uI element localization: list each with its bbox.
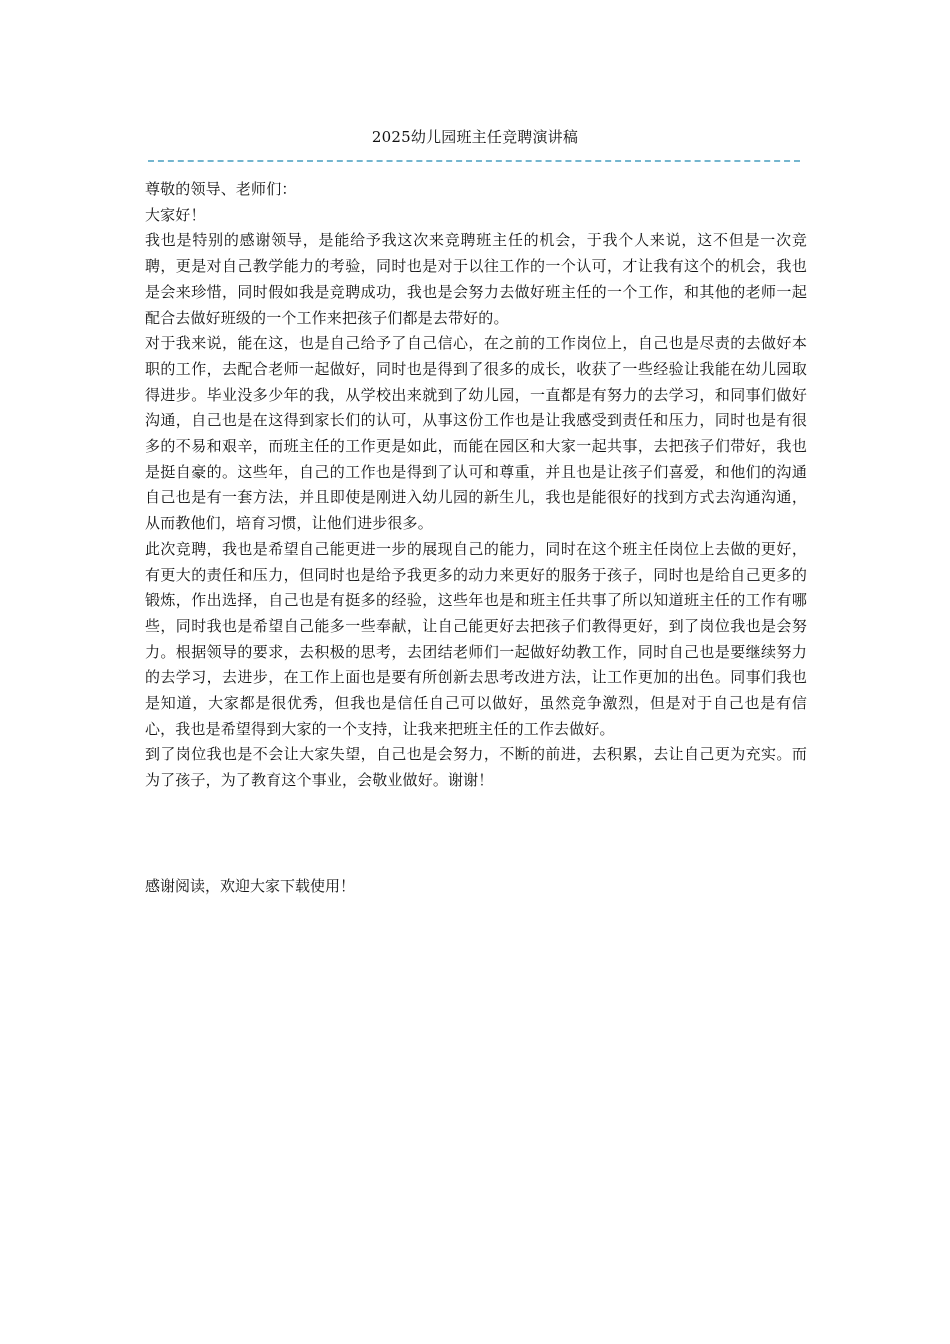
paragraph-2: 对于我来说，能在这，也是自己给予了自己信心，在之前的工作岗位上，自己也是尽责的去做好本职的工作，去配合老师一起做好，同时也是得到了很多的成长，收获了一些经验让我能在幼儿园取得进步。毕业没多少年的我，从学校出来就到了幼儿园，一直都是有努力的去学习，和同事们做好沟通，自己也是在这得到家长们的认可，从事这份工作也是让我感受到责任和压力，同时也是有很多的不易和艰辛，而班主任的工作更是如此，而能在园区和大家一起共事，去把孩子们带好，我也是挺自豪的。这些年，自己的工作也是得到了认可和尊重，并且也是让孩子们喜爱，和他们的沟通自己也是有一套方法，并且即使是刚进入幼儿园的新生儿，我也是能很好的找到方式去沟通沟通，从而教他们，培育习惯，让他们进步很多。: [145, 334, 807, 533]
paragraph-1: 我也是特别的感谢领导，是能给予我这次来竞聘班主任的机会，于我个人来说，这不但是一次竞聘，更是对自己教学能力的考验，同时也是对于以往工作的一个认可，才让我有这个的机会，我也是会来珍惜，同时假如我是竞聘成功，我也是会努力去做好班主任的一个工作，和其他的老师一起配合去做好班级的一个工作来把孩子们都是去带好的。: [145, 231, 807, 327]
greeting: 大家好！: [145, 205, 206, 224]
salutation: 尊敬的领导、老师们：: [145, 180, 297, 198]
closing-note: 感谢阅读，欢迎大家下载使用！: [145, 877, 356, 895]
paragraph-3: 此次竞聘，我也是希望自己能更进一步的展现自己的能力，同时在这个班主任岗位上去做的更好，有更大的责任和压力，但同时也是给予我更多的动力来更好的服务于孩子，同时也是给自己更多的锻炼，作出选择，自己也是有挺多的经验，这些年也是和班主任共事了所以知道班主任的工作有哪些，同时我也是希望自己能多一些奉献，让自己能更好去把孩子们教得更好，到了岗位我也是会努力。根据领导的要求，去积极的思考，去团结老师们一起做好幼教工作，同时自己也是要继续努力的去学习，去进步，在工作上面也是要有所创新去思考改进方法，让工作更加的出色。同事们我也是知道，大家都是很优秀，但我也是信任自己可以做好，虽然竞争激烈，但是对于自己也是有信心，我也是希望得到大家的一个支持，让我来把班主任的工作去做好。: [145, 539, 807, 738]
speech-body: [145, 177, 807, 794]
title-divider: [148, 160, 800, 162]
document-title: 2025幼儿园班主任竞聘演讲稿: [371, 128, 579, 146]
paragraph-4: 到了岗位我也是不会让大家失望，自己也是会努力，不断的前进，去积累，去让自己更为充实。而为了孩子，为了教育这个事业，会敬业做好。谢谢！: [145, 745, 807, 790]
